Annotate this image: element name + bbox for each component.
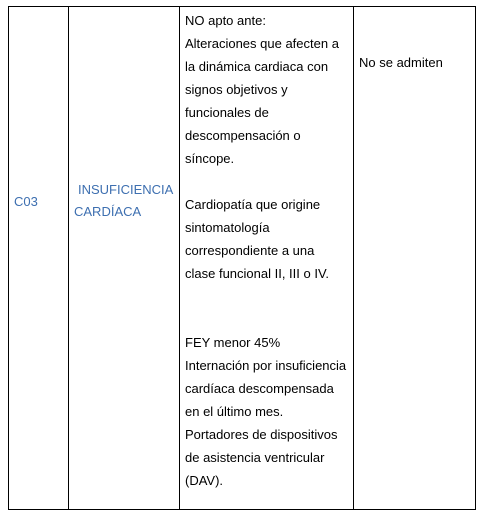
- criteria-line: FEY menor 45%: [185, 335, 281, 350]
- criteria-line: signos objetivos y: [185, 82, 288, 97]
- criteria-line: Portadores de dispositivos: [185, 427, 338, 442]
- condition-name: [74, 179, 178, 223]
- admission-column: [354, 7, 475, 509]
- condition-code: C03: [14, 194, 38, 209]
- condition-name-line1: INSUFICIENCIA: [78, 182, 174, 197]
- criteria-line: síncope.: [185, 151, 235, 166]
- code-column: [9, 7, 69, 509]
- criteria-line: (DAV).: [185, 473, 224, 488]
- criteria-line: de asistencia ventricular: [185, 450, 325, 465]
- criteria-line: Cardiopatía que origine: [185, 197, 321, 212]
- criteria-table: [8, 6, 476, 510]
- criteria-column: [180, 7, 354, 509]
- criteria-line: correspondiente a una: [185, 243, 315, 258]
- criteria-line: sintomatología: [185, 220, 270, 235]
- criteria-line: cardíaca descompensada: [185, 381, 334, 396]
- criteria-line: [185, 170, 353, 193]
- admission-status: No se admiten: [359, 55, 443, 70]
- criteria-line: la dinámica cardiaca con: [185, 59, 329, 74]
- criteria-line: [185, 285, 353, 308]
- criteria-line: NO apto ante:: [185, 13, 266, 28]
- criteria-line: clase funcional II, III o IV.: [185, 266, 330, 281]
- criteria-line: funcionales de: [185, 105, 269, 120]
- criteria-line: en el último mes.: [185, 404, 284, 419]
- criteria-line: Internación por insuficiencia: [185, 358, 347, 373]
- criteria-line: descompensación o: [185, 128, 301, 143]
- name-column: [69, 7, 180, 509]
- criteria-line: Alteraciones que afecten a: [185, 36, 339, 51]
- criteria-line: [185, 308, 353, 331]
- condition-name-line2: CARDÍACA: [74, 204, 142, 219]
- criteria-list: [185, 9, 353, 492]
